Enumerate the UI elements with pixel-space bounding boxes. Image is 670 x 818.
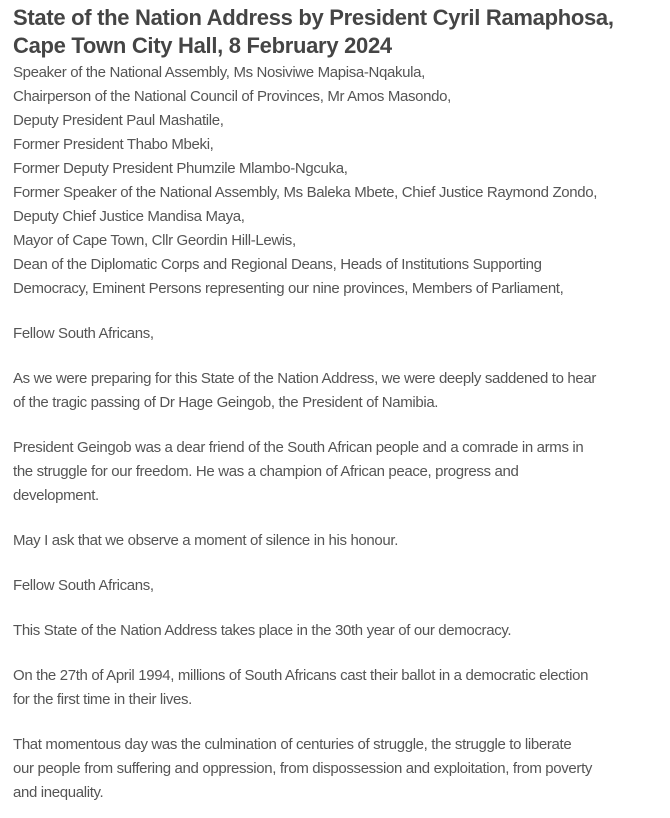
paragraph-line: the struggle for our freedom. He was a champion of African peace, progress and [13, 463, 519, 480]
paragraph-line: for the first time in their lives. [13, 691, 192, 708]
title-line: State of the Nation Address by President Cyril Ramaphosa, [13, 5, 614, 30]
salutation-line: Speaker of the National Assembly, Ms Nosiviwe Mapisa-Nqakula, [13, 64, 425, 81]
salutation-line: Former Deputy President Phumzile Mlambo-Ngcuka, [13, 160, 348, 177]
paragraph-line: On the 27th of April 1994, millions of South Africans cast their ballot in a democratic election [13, 667, 589, 684]
paragraph-line: and inequality. [13, 784, 104, 801]
paragraph [13, 322, 670, 346]
paragraph-line: of the tragic passing of Dr Hage Geingob, the President of Namibia. [13, 394, 439, 411]
paragraph-line: As we were preparing for this State of the Nation Address, we were deeply saddened to hear [13, 370, 597, 387]
paragraph-line: Fellow South Africans, [13, 577, 154, 594]
title-line: Cape Town City Hall, 8 February 2024 [13, 33, 392, 58]
paragraph [13, 619, 670, 643]
paragraph-line: Fellow South Africans, [13, 325, 154, 342]
paragraph [13, 574, 670, 598]
page-title [13, 4, 670, 60]
paragraph [13, 367, 670, 415]
salutation-line: Democracy, Eminent Persons representing our nine provinces, Members of Parliament, [13, 280, 564, 297]
paragraph-line: President Geingob was a dear friend of the South African people and a comrade in arms in [13, 439, 584, 456]
salutation-line: Former President Thabo Mbeki, [13, 136, 214, 153]
salutation-line: Deputy President Paul Mashatile, [13, 112, 224, 129]
salutation-line: Mayor of Cape Town, Cllr Geordin Hill-Lewis, [13, 232, 296, 249]
paragraph-line: May I ask that we observe a moment of silence in his honour. [13, 532, 399, 549]
paragraph [13, 436, 670, 508]
salutation-line: Deputy Chief Justice Mandisa Maya, [13, 208, 245, 225]
paragraph-line: our people from suffering and oppression, from dispossession and exploitation, from poverty [13, 760, 593, 777]
paragraph [13, 664, 670, 712]
salutation-line: Chairperson of the National Council of Provinces, Mr Amos Masondo, [13, 88, 451, 105]
paragraph-line: This State of the Nation Address takes place in the 30th year of our democracy. [13, 622, 512, 639]
speech-body [13, 322, 670, 805]
salutation-line: Former Speaker of the National Assembly, Ms Baleka Mbete, Chief Justice Raymond Zondo, [13, 184, 598, 201]
paragraph [13, 733, 670, 805]
paragraph-line: That momentous day was the culmination of centuries of struggle, the struggle to liberate [13, 736, 572, 753]
paragraph-line: development. [13, 487, 99, 504]
paragraph [13, 529, 670, 553]
salutation-line: Dean of the Diplomatic Corps and Regional Deans, Heads of Institutions Supporting [13, 256, 542, 273]
salutation-list [13, 61, 670, 301]
